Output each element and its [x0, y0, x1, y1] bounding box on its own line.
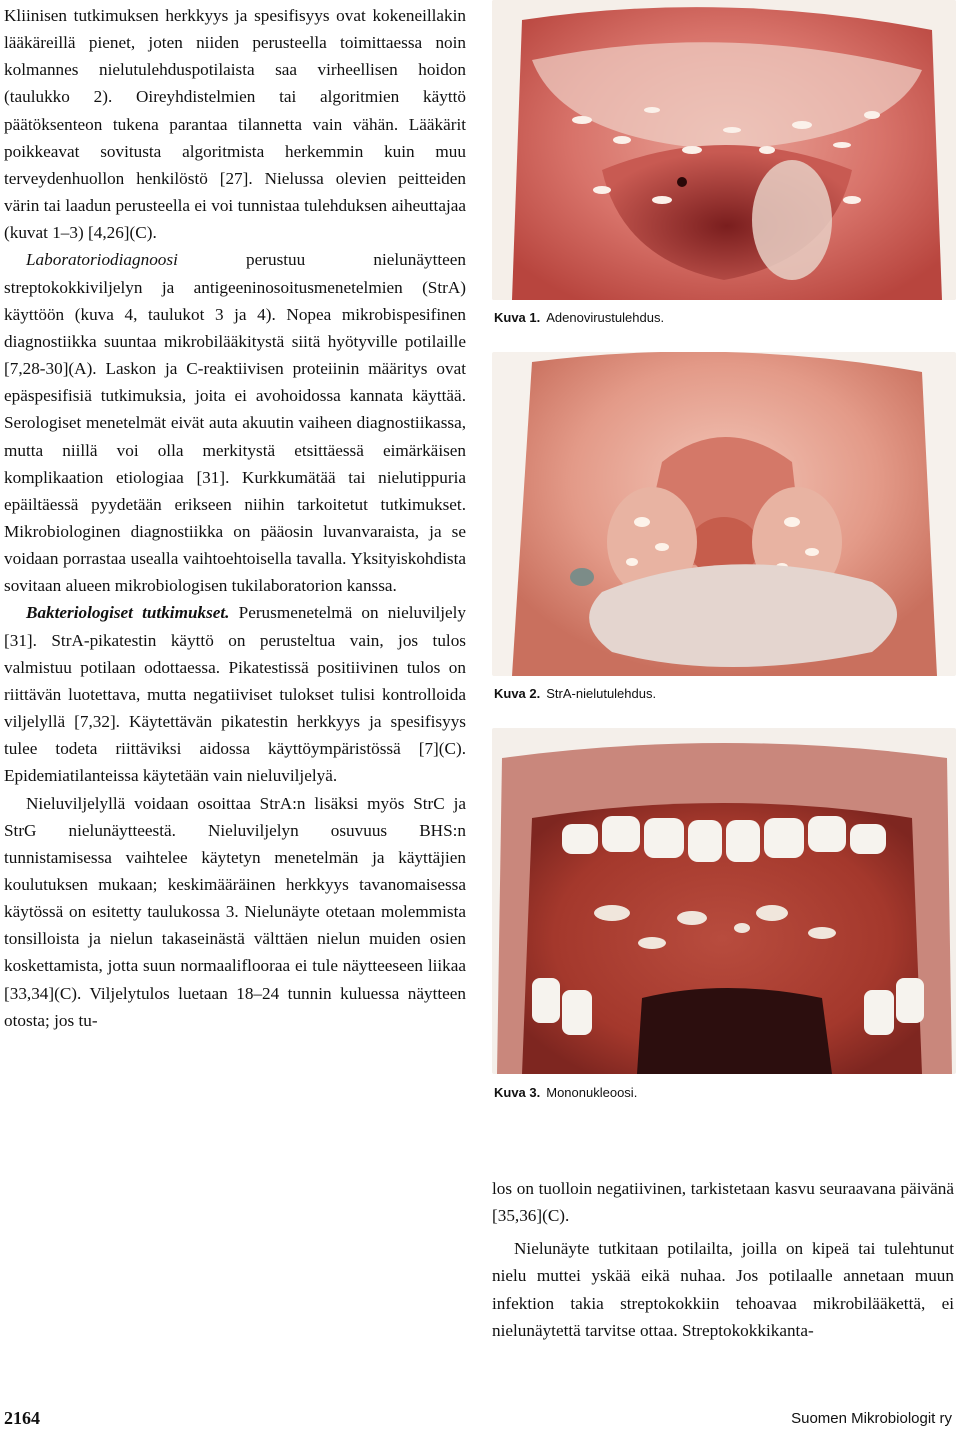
figure-3-label: Kuva 3.: [494, 1085, 541, 1100]
paragraph-laboratory-diagnosis-text: perustuu nielunäytteen streptokokkiviljelyn ja antigeeninosoitusmenetelmien (StrA) käyttöön (kuva 4, taulukot 3 ja 4). Nopea mikrobispesifinen diagnostiikka suuntaa mikrobilääkitystä siitä hyötyville potilaille [7,28-30](A). Laskon ja C-reaktiivisen proteiinin määritys ovat epäspesifisiä tutkimuksia, joita ei avohoidossa kannata käyttää. Serologiset menetelmät eivät auta akuutin vaiheen diagnostiikassa, mutta niillä voi olla merkitystä etsittäessä eimärkäisen komplikaation etiologiaa [31]. Kurkkumätää tai nielutippuria epäiltäessä pyydetään erikseen niihin tarkoitetut tutkimukset. Mikrobiologinen diagnostiikka on pääosin luvanvaraista, ja se voidaan porrastaa usealla vaihtoehtoisella tavalla. Yksityiskohdista sovitaan alueen mikrobiologisen tukilaboratorion kanssa.: [4, 250, 466, 596]
figure-1-photo: [492, 0, 956, 300]
figure-2-label: Kuva 2.: [494, 686, 541, 701]
journal-name: Suomen Mikrobiologit ry: [791, 1410, 952, 1427]
heading-bakteriologiset-tutkimukset: Bakteriologiset tutkimukset.: [26, 603, 230, 623]
figure-1-label: Kuva 1.: [494, 310, 541, 325]
paragraph-sampling-indication: Nielunäyte tutkitaan potilailta, joilla on kipeä tai tulehtunut nielu muttei yskää eikä nuhaa. Jos potilaalle annetaan muun infektion takia streptokokkiin tehoavaa mikrobilääkettä, ei nielunäytettä tarvitse ottaa. Streptokokkikanta-: [492, 1239, 954, 1340]
figure-2-photo: [492, 352, 956, 676]
paragraph-clinical-sensitivity: Kliinisen tutkimuksen herkkyys ja spesifisyys ovat kokeneillakin lääkäreillä pienet, joten niiden perusteella toimittaessa noin kolmannes nielutulehduspotilaista saa virheellisen hoidon (taulukko 2). Oireyhdistelmien tai algoritmien käyttö päätöksenteon tukena parantaa tilannetta vain vähän. Lääkärit poikkeavat sovitusta algoritmista herkemmin kuin muu terveydenhuollon henkilöstö [27]. Nielussa olevien peitteiden värin tai laadun perusteella ei voi tunnistaa tulehduksen aiheuttajaa (kuvat 1–3) [4,26](C).: [4, 6, 466, 243]
paragraph-bacteriological-tests-text: Perusmenetelmä on nieluviljely [31]. StrA-pikatestin käyttö on perusteltua vain, jos tulos valmistuu potilaan odottaessa. Pikatestissä positiivinen tulos on riittävän luotettava, mutta negatiiviset tulokset tulisi kontrolloida viljelyllä [7,32]. Käytettävän pikatestin herkkyys ja spesifisyys tulee todeta riittäviksi aidossa käyttöympäristössä [7](C). Epidemiatilanteissa käytetään vain nieluviljelyä.: [4, 603, 466, 786]
figure-2-caption: [494, 686, 656, 701]
figure-3-photo: [492, 728, 956, 1074]
figure-2-caption-text: StrA-nielutulehdus.: [546, 686, 657, 701]
figure-1-caption-text: Adenovirustulehdus.: [546, 310, 665, 325]
page-number: 2164: [4, 1408, 40, 1428]
figure-3-caption: [494, 1085, 637, 1100]
left-text-column: [4, 2, 466, 1034]
heading-laboratoriodiagnoosi: Laboratoriodiagnoosi: [26, 250, 178, 270]
paragraph-culture-result: los on tuolloin negatiivinen, tarkistetaan kasvu seuraavana päivänä [35,36](C).: [492, 1179, 954, 1226]
paragraph-throat-culture: Nieluviljelyllä voidaan osoittaa StrA:n lisäksi myös StrC ja StrG nielunäytteestä. Nieluviljelyn osuvuus BHS:n tunnistamisessa vaihtelee käytetyn menetelmän ja käyttäjien koulutuksen mukaan; keskimääräinen herkkyys tavanomaisessa käytössä on esitetty taulukossa 3. Nielunäyte otetaan molemmista tonsilloista ja nielun takaseinästä välttäen nielun muiden osien koskettamista, jotta suun normaaliflooraa ei tule näytteeseen liikaa [33,34](C). Viljelytulos luetaan 18–24 tunnin kuluessa näytteen otosta; jos tu-: [4, 793, 466, 1030]
figure-3-caption-text: Mononukleoosi.: [546, 1085, 638, 1100]
paragraph-laboratory-diagnosis: [4, 246, 466, 599]
figure-1-caption: [494, 310, 664, 325]
paragraph-bacteriological-tests: [4, 599, 466, 789]
right-text-column: [492, 1175, 954, 1344]
